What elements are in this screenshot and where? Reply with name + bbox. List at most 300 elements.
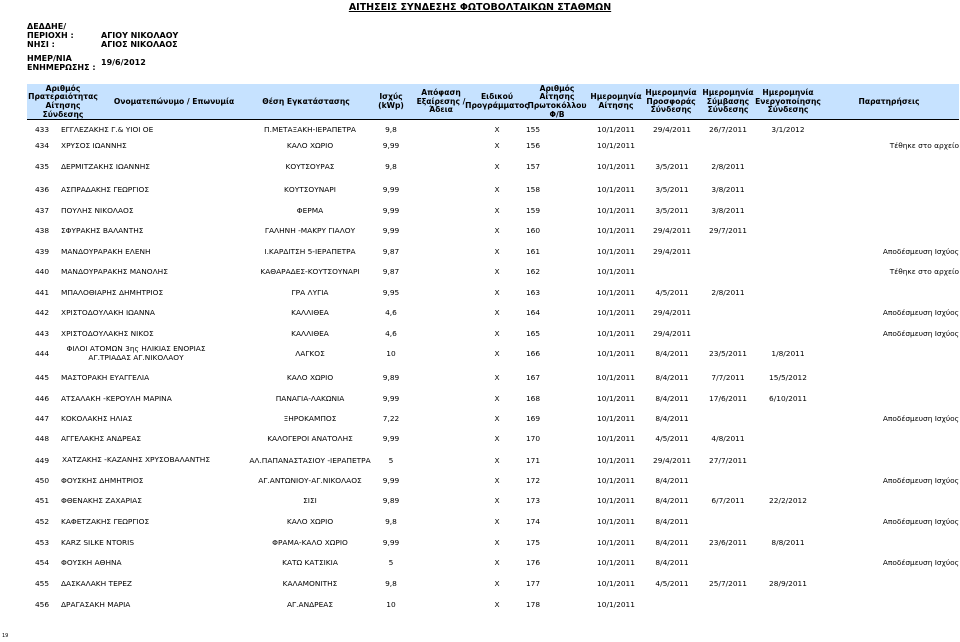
cell-site: ΑΓ.ΑΝΤΩΝΙΟΥ-ΑΓ.ΝΙΚΟΛΑΟΣ <box>258 476 362 485</box>
cell-d-app: 10/1/2011 <box>597 185 635 194</box>
cell-kw: 9,8 <box>385 517 397 526</box>
header-application-date: Ημερομηνία Αίτησης <box>590 92 642 110</box>
cell-no: 439 <box>34 247 50 256</box>
cell-d-off: 29/4/2011 <box>653 226 691 235</box>
cell-site: ΑΓ.ΑΝΔΡΕΑΣ <box>286 600 333 609</box>
cell-d-off: 29/4/2011 <box>653 329 691 338</box>
cell-d-off: 29/4/2011 <box>653 247 691 256</box>
cell-ex <box>413 451 469 470</box>
cell-name: ΦΘΕΝΑΚΗΣ ΖΑΧΑΡΙΑΣ <box>61 496 142 505</box>
cell-site: ΓΡΑ ΛΥΓΙΑ <box>291 288 329 297</box>
table-row <box>27 136 959 155</box>
cell-no: 456 <box>34 600 50 609</box>
cell-note: Αποδέσμευση Ισχύος <box>882 414 959 423</box>
table-row <box>27 574 959 593</box>
header-remarks: Παρατηρήσεις <box>858 96 920 106</box>
cell-d-off: 8/4/2011 <box>655 394 689 403</box>
cell-kw: 7,22 <box>382 414 400 423</box>
cell-d-off <box>643 262 701 281</box>
cell-site: ΚΑΛΛΙΘΕΑ <box>291 308 329 317</box>
cell-ex <box>413 409 469 428</box>
cell-prog: Χ <box>494 538 500 547</box>
cell-note <box>819 595 959 614</box>
cell-d-con: 23/6/2011 <box>709 538 747 547</box>
cell-kw: 9,87 <box>382 267 400 276</box>
cell-d-act <box>757 595 819 614</box>
cell-name: ΔΑΣΚΑΛΑΚΗ ΤΕΡΕΖ <box>61 579 132 588</box>
cell-prot: 159 <box>525 206 541 215</box>
table-row <box>27 303 959 322</box>
cell-kw: 5 <box>388 558 394 567</box>
cell-note <box>819 180 959 199</box>
cell-note: Αποδέσμευση Ισχύος <box>882 329 959 338</box>
cell-note <box>819 429 959 448</box>
cell-name: ΜΑΝΔΟΥΡΑΡΑΚΗΣ ΜΑΝΟΛΗΣ <box>61 267 168 276</box>
cell-ex <box>413 324 469 343</box>
cell-d-off: 8/4/2011 <box>655 517 689 526</box>
table-row <box>27 201 959 220</box>
cell-no: 454 <box>34 558 50 567</box>
cell-prot: 161 <box>525 247 541 256</box>
cell-prot: 158 <box>525 185 541 194</box>
cell-no: 433 <box>34 125 50 134</box>
cell-kw: 9,99 <box>382 226 400 235</box>
cell-prog: Χ <box>494 558 500 567</box>
cell-kw: 4,6 <box>385 329 397 338</box>
header-location: Θέση Εγκατάστασης <box>262 96 350 106</box>
cell-prot: 174 <box>525 517 541 526</box>
cell-d-act <box>757 242 819 261</box>
cell-no: 444 <box>34 349 50 358</box>
cell-note: Αποδέσμευση Ισχύος <box>882 247 959 256</box>
cell-prot: 172 <box>525 476 541 485</box>
cell-d-app: 10/1/2011 <box>597 496 635 505</box>
cell-d-off: 8/4/2011 <box>655 476 689 485</box>
table-row <box>27 368 959 387</box>
table-row <box>27 553 959 572</box>
cell-d-app: 10/1/2011 <box>597 373 635 382</box>
cell-no: 447 <box>34 414 50 423</box>
cell-prot: 178 <box>525 600 541 609</box>
cell-site: ΚΑΛΑΜΟΝΙΤΗΣ <box>282 579 338 588</box>
cell-no: 445 <box>34 373 50 382</box>
cell-d-con: 2/8/2011 <box>711 162 745 171</box>
table-row <box>27 344 959 363</box>
cell-no: 437 <box>34 206 50 215</box>
cell-site: ΦΡΑΜΑ-ΚΑΛΟ ΧΩΡΙΟ <box>272 538 348 547</box>
cell-no: 441 <box>34 288 50 297</box>
cell-no: 449 <box>34 456 50 465</box>
cell-site: ΣΙΣΙ <box>303 496 317 505</box>
cell-ex <box>413 221 469 240</box>
cell-name: ΑΓΓΕΛΑΚΗΣ ΑΝΔΡΕΑΣ <box>61 434 141 443</box>
cell-prog: Χ <box>494 496 500 505</box>
cell-note: Αποδέσμευση Ισχύος <box>882 517 959 526</box>
cell-prot: 173 <box>525 496 541 505</box>
cell-site: ΚΟΥΤΣΟΥΝΑΡΙ <box>284 185 336 194</box>
table-row <box>27 389 959 408</box>
cell-note <box>819 574 959 593</box>
cell-d-app: 10/1/2011 <box>597 141 635 150</box>
cell-no: 451 <box>34 496 50 505</box>
cell-d-off: 3/5/2011 <box>655 162 689 171</box>
table-row <box>27 262 959 281</box>
cell-name: ΕΓΓΛΕΖΑΚΗΣ Γ.& ΥΙΟΙ ΟΕ <box>61 125 154 134</box>
cell-ex <box>413 512 469 531</box>
cell-d-act <box>757 471 819 490</box>
cell-name: ΧΡΥΣΟΣ ΙΩΑΝΝΗΣ <box>61 141 127 150</box>
cell-ex <box>413 471 469 490</box>
cell-d-off: 8/4/2011 <box>655 496 689 505</box>
cell-d-app: 10/1/2011 <box>597 247 635 256</box>
cell-note <box>819 368 959 387</box>
cell-site: ΚΑΛΟ ΧΩΡΙΟ <box>286 373 334 382</box>
cell-d-con <box>699 553 757 572</box>
cell-no: 453 <box>34 538 50 547</box>
cell-d-off: 4/5/2011 <box>655 434 689 443</box>
cell-prog: Χ <box>494 600 500 609</box>
cell-d-off: 3/5/2011 <box>655 185 689 194</box>
cell-ex <box>413 553 469 572</box>
cell-d-app: 10/1/2011 <box>597 456 635 465</box>
table-row <box>27 471 959 490</box>
cell-prog: Χ <box>494 308 500 317</box>
cell-name: ΑΤΣΑΛΑΚΗ -ΚΕΡΟΥΛΗ ΜΑΡΙΝΑ <box>61 394 172 403</box>
cell-prog: Χ <box>494 226 500 235</box>
cell-d-off: 8/4/2011 <box>655 414 689 423</box>
cell-d-con: 6/7/2011 <box>711 496 745 505</box>
cell-no: 455 <box>34 579 50 588</box>
cell-note: Αποδέσμευση Ισχύος <box>882 476 959 485</box>
header-special-program: Ειδικού Προγράμματος <box>465 92 529 110</box>
cell-name: ΜΑΝΔΟΥΡΑΡΑΚΗ ΕΛΕΝΗ <box>61 247 151 256</box>
cell-d-app: 10/1/2011 <box>597 434 635 443</box>
cell-prog: Χ <box>494 349 500 358</box>
cell-d-off: 8/4/2011 <box>655 373 689 382</box>
table-row <box>27 157 959 176</box>
cell-site: ΚΟΥΤΣΟΥΡΑΣ <box>285 162 335 171</box>
cell-note <box>819 491 959 510</box>
cell-d-off: 4/5/2011 <box>655 579 689 588</box>
cell-d-act <box>757 324 819 343</box>
cell-d-app: 10/1/2011 <box>597 558 635 567</box>
cell-prot: 168 <box>525 394 541 403</box>
cell-no: 436 <box>34 185 50 194</box>
cell-no: 438 <box>34 226 50 235</box>
cell-kw: 9,89 <box>382 373 400 382</box>
cell-name: ΚΟΚΟΛΑΚΗΣ ΗΛΙΑΣ <box>61 414 133 423</box>
cell-d-app: 10/1/2011 <box>597 267 635 276</box>
cell-d-con: 29/7/2011 <box>709 226 747 235</box>
cell-prot: 169 <box>525 414 541 423</box>
table-row <box>27 409 959 428</box>
cell-d-app: 10/1/2011 <box>597 517 635 526</box>
cell-site: ΠΑΝΑΓΙΑ-ΛΑΚΩΝΙΑ <box>275 394 345 403</box>
cell-note: Τέθηκε στο αρχείο <box>889 267 959 276</box>
cell-note: Αποδέσμευση Ισχύος <box>882 308 959 317</box>
cell-d-act <box>757 429 819 448</box>
cell-site: ΚΑΛΟ ΧΩΡΙΟ <box>286 141 334 150</box>
cell-kw: 10 <box>386 600 396 609</box>
cell-prog: Χ <box>494 394 500 403</box>
cell-d-off <box>643 136 701 155</box>
cell-d-con: 7/7/2011 <box>711 373 745 382</box>
cell-d-act <box>757 451 819 470</box>
cell-ex <box>413 283 469 302</box>
meta-key-department: ΔΕΔΔΗΕ/ <box>27 22 67 31</box>
table-row <box>27 512 959 531</box>
cell-name: ΠΟΥΛΗΣ ΝΙΚΟΛΑΟΣ <box>61 206 134 215</box>
page-number: 19 <box>2 633 9 639</box>
cell-site: ΞΗΡΟΚΑΜΠΟΣ <box>283 414 337 423</box>
cell-d-act <box>757 221 819 240</box>
cell-note <box>819 344 959 363</box>
cell-prot: 164 <box>525 308 541 317</box>
cell-site: Ι.ΚΑΡΔΙΤΣΗ 5-ΙΕΡΑΠΕΤΡΑ <box>264 247 356 256</box>
cell-name: KARZ SILKE NTORIS <box>61 538 135 547</box>
cell-no: 435 <box>34 162 50 171</box>
cell-d-con <box>699 595 757 614</box>
cell-name: ΦΟΥΣΚΗΣ ΔΗΜΗΤΡΙΟΣ <box>61 476 144 485</box>
cell-ex <box>413 595 469 614</box>
cell-d-act: 3/1/2012 <box>771 125 805 134</box>
cell-prog: Χ <box>494 185 500 194</box>
cell-d-app: 10/1/2011 <box>597 414 635 423</box>
cell-d-con: 2/8/2011 <box>711 288 745 297</box>
cell-prot: 170 <box>525 434 541 443</box>
header-offer-date: Ημερομηνία Προσφοράς Σύνδεσης <box>645 88 697 115</box>
cell-name: ΧΑΤΖΑΚΗΣ -ΚΑΖΑΝΗΣ ΧΡΥΣΟΒΑΛΑΝΤΗΣ <box>62 455 210 465</box>
table-row <box>27 491 959 510</box>
cell-prot: 176 <box>525 558 541 567</box>
cell-d-act <box>757 303 819 322</box>
cell-ex <box>413 242 469 261</box>
cell-d-act <box>757 553 819 572</box>
cell-prot: 166 <box>525 349 541 358</box>
cell-no: 450 <box>34 476 50 485</box>
cell-site: ΚΑΘΑΡΑΔΕΣ-ΚΟΥΤΣΟΥΝΑΡΙ <box>260 267 360 276</box>
cell-ex <box>413 574 469 593</box>
cell-prot: 165 <box>525 329 541 338</box>
meta-key-island: ΝΗΣΙ : <box>27 40 55 49</box>
cell-d-off: 29/4/2011 <box>653 308 691 317</box>
cell-d-act: 15/5/2012 <box>769 373 807 382</box>
cell-d-act: 6/10/2011 <box>769 394 807 403</box>
cell-site: ΚΑΛΟΓΕΡΟΙ ΑΝΑΤΟΛΗΣ <box>267 434 353 443</box>
cell-no: 452 <box>34 517 50 526</box>
cell-ex <box>413 136 469 155</box>
cell-name: ΦΟΥΣΚΗ ΑΘΗΝΑ <box>61 558 122 567</box>
cell-d-con <box>699 471 757 490</box>
cell-note <box>819 201 959 220</box>
cell-no: 434 <box>34 141 50 150</box>
header-name: Ονοματεπώνυμο / Επωνυμία <box>113 96 235 106</box>
table-header <box>27 84 959 120</box>
cell-d-act: 1/8/2011 <box>771 349 805 358</box>
cell-d-con: 23/5/2011 <box>709 349 747 358</box>
cell-d-app: 10/1/2011 <box>597 476 635 485</box>
cell-d-off: 29/4/2011 <box>653 456 691 465</box>
table-row <box>27 283 959 302</box>
cell-prog: Χ <box>494 267 500 276</box>
cell-ex <box>413 368 469 387</box>
header-exemption: Απόφαση Εξαίρεσης / Άδεια <box>416 88 466 115</box>
cell-site: Π.ΜΕΤΑΞΑΚΗ-ΙΕΡΑΠΕΤΡΑ <box>264 125 356 134</box>
cell-d-app: 10/1/2011 <box>597 349 635 358</box>
cell-d-off <box>643 595 701 614</box>
table-row <box>27 429 959 448</box>
cell-d-act <box>757 157 819 176</box>
cell-site: ΓΑΛΗΝΗ -ΜΑΚΡΥ ΓΙΑΛΟΥ <box>264 226 356 235</box>
cell-d-con: 3/8/2011 <box>711 206 745 215</box>
cell-kw: 5 <box>388 456 394 465</box>
cell-prog: Χ <box>494 125 500 134</box>
cell-note <box>819 389 959 408</box>
header-activation-date: Ημερομηνία Ενεργοποίησης Σύνδεσης <box>755 88 821 115</box>
cell-no: 448 <box>34 434 50 443</box>
header-contract-date: Ημερομηνία Σύμβασης Σύνδεσης <box>702 88 754 115</box>
cell-kw: 9,99 <box>382 476 400 485</box>
cell-name: ΣΦΥΡΑΚΗΣ ΒΑΛΑΝΤΗΣ <box>61 226 144 235</box>
cell-prot: 163 <box>525 288 541 297</box>
cell-d-app: 10/1/2011 <box>597 125 635 134</box>
cell-d-act <box>757 409 819 428</box>
cell-note <box>819 221 959 240</box>
cell-kw: 9,95 <box>382 288 400 297</box>
cell-d-act: 22/2/2012 <box>769 496 807 505</box>
cell-d-app: 10/1/2011 <box>597 308 635 317</box>
cell-note <box>819 283 959 302</box>
cell-prog: Χ <box>494 141 500 150</box>
cell-d-con <box>699 512 757 531</box>
cell-prog: Χ <box>494 373 500 382</box>
cell-note: Τέθηκε στο αρχείο <box>889 141 959 150</box>
cell-d-con <box>699 303 757 322</box>
cell-note <box>819 451 959 470</box>
cell-ex <box>413 180 469 199</box>
table-row <box>27 242 959 261</box>
cell-prog: Χ <box>494 329 500 338</box>
cell-prog: Χ <box>494 456 500 465</box>
cell-d-app: 10/1/2011 <box>597 288 635 297</box>
cell-site: ΦΕΡΜΑ <box>296 206 324 215</box>
cell-name: ΔΕΡΜΙΤΖΑΚΗΣ ΙΩΑΝΝΗΣ <box>61 162 150 171</box>
meta-key-update: ΕΝΗΜΕΡΩΣΗΣ : <box>27 63 96 72</box>
document-title: ΑΙΤΗΣΕΙΣ ΣΥΝΔΕΣΗΣ ΦΩΤΟΒΟΛΤΑΙΚΩΝ ΣΤΑΘΜΩΝ <box>348 2 612 13</box>
cell-kw: 9,8 <box>385 579 397 588</box>
cell-d-app: 10/1/2011 <box>597 329 635 338</box>
cell-name: ΔΡΑΓΑΣΑΚΗ ΜΑΡΙΑ <box>61 600 131 609</box>
cell-note <box>819 533 959 552</box>
cell-kw: 9,89 <box>382 496 400 505</box>
cell-site: ΑΛ.ΠΑΠΑΝΑΣΤΑΣΙΟΥ -ΙΕΡΑΠΕΤΡΑ <box>249 456 371 465</box>
cell-prot: 157 <box>525 162 541 171</box>
cell-d-con: 27/7/2011 <box>709 456 747 465</box>
cell-prog: Χ <box>494 476 500 485</box>
cell-d-app: 10/1/2011 <box>597 600 635 609</box>
cell-d-off: 8/4/2011 <box>655 349 689 358</box>
cell-no: 440 <box>34 267 50 276</box>
cell-kw: 9,99 <box>382 206 400 215</box>
cell-d-off: 3/5/2011 <box>655 206 689 215</box>
cell-ex <box>413 262 469 281</box>
cell-d-app: 10/1/2011 <box>597 206 635 215</box>
cell-name: ΧΡΙΣΤΟΔΟΥΛΑΚΗΣ ΝΙΚΟΣ <box>61 329 154 338</box>
meta-key-region: ΠΕΡΙΟΧΗ : <box>27 31 74 40</box>
cell-name: ΧΡΙΣΤΟΔΟΥΛΑΚΗ ΙΩΑΝΝΑ <box>61 308 155 317</box>
header-protocol-number: Αριθμός Αίτησης Πρωτοκόλλου Φ/Β <box>527 83 587 119</box>
cell-note <box>819 157 959 176</box>
cell-ex <box>413 157 469 176</box>
table-row <box>27 533 959 552</box>
meta-key-date: ΗΜΕΡ/ΝΙΑ <box>27 54 72 63</box>
cell-d-con: 3/8/2011 <box>711 185 745 194</box>
cell-d-off: 8/4/2011 <box>655 538 689 547</box>
cell-d-app: 10/1/2011 <box>597 538 635 547</box>
cell-prot: 160 <box>525 226 541 235</box>
cell-site: ΚΑΤΩ ΚΑΤΣΙΚΙΑ <box>282 558 338 567</box>
meta-value-island: ΑΓΙΟΣ ΝΙΚΟΛΑΟΣ <box>101 40 178 49</box>
cell-kw: 4,6 <box>385 308 397 317</box>
cell-kw: 9,99 <box>382 141 400 150</box>
table-row <box>27 180 959 199</box>
cell-site: ΚΑΛΛΙΘΕΑ <box>291 329 329 338</box>
cell-name: ΜΠΑΛΟΘΙΑΡΗΣ ΔΗΜΗΤΡΙΟΣ <box>61 288 164 297</box>
cell-ex <box>413 429 469 448</box>
cell-prot: 171 <box>525 456 541 465</box>
cell-d-off: 8/4/2011 <box>655 558 689 567</box>
meta-value-region: ΑΓΙΟΥ ΝΙΚΟΛΑΟΥ <box>101 31 179 40</box>
cell-no: 446 <box>34 394 50 403</box>
cell-ex <box>413 491 469 510</box>
header-power: Ισχύς (kWp) <box>378 92 404 110</box>
cell-prot: 155 <box>525 125 541 134</box>
cell-prog: Χ <box>494 247 500 256</box>
cell-kw: 9,99 <box>382 538 400 547</box>
cell-no: 442 <box>34 308 50 317</box>
cell-name: ΦΙΛΟΙ ΑΤΟΜΩΝ 3ης ΗΛΙΚΙΑΣ ΕΝΟΡΙΑΣ ΑΓ.ΤΡΙΑΔΑΣ ΑΓ.ΝΙΚΟΛΑΟΥ <box>66 344 206 362</box>
cell-prog: Χ <box>494 579 500 588</box>
cell-d-con: 17/6/2011 <box>709 394 747 403</box>
cell-d-con <box>699 409 757 428</box>
cell-prot: 162 <box>525 267 541 276</box>
cell-d-act <box>757 512 819 531</box>
cell-prot: 167 <box>525 373 541 382</box>
cell-d-act <box>757 180 819 199</box>
cell-kw: 9,8 <box>385 162 397 171</box>
cell-ex <box>413 303 469 322</box>
cell-d-act <box>757 201 819 220</box>
cell-name: ΑΣΠΡΑΔΑΚΗΣ ΓΕΩΡΓΙΟΣ <box>61 185 150 194</box>
cell-prot: 175 <box>525 538 541 547</box>
table-row <box>27 221 959 240</box>
cell-prot: 156 <box>525 141 541 150</box>
header-priority-number: Αριθμός Πρατεραιότητας Αίτησης Σύνδεσης <box>28 83 98 119</box>
meta-value-update-date: 19/6/2012 <box>101 58 146 67</box>
cell-site: ΚΑΛΟ ΧΩΡΙΟ <box>286 517 334 526</box>
cell-d-app: 10/1/2011 <box>597 162 635 171</box>
cell-ex <box>413 344 469 363</box>
cell-d-con: 26/7/2011 <box>709 125 747 134</box>
cell-prog: Χ <box>494 206 500 215</box>
cell-ex <box>413 201 469 220</box>
cell-kw: 9,87 <box>382 247 400 256</box>
cell-name: ΚΑΦΕΤΖΑΚΗΣ ΓΕΩΡΓΙΟΣ <box>61 517 150 526</box>
cell-d-con <box>699 136 757 155</box>
cell-d-act: 8/8/2011 <box>771 538 805 547</box>
cell-ex <box>413 533 469 552</box>
cell-d-con: 4/8/2011 <box>711 434 745 443</box>
